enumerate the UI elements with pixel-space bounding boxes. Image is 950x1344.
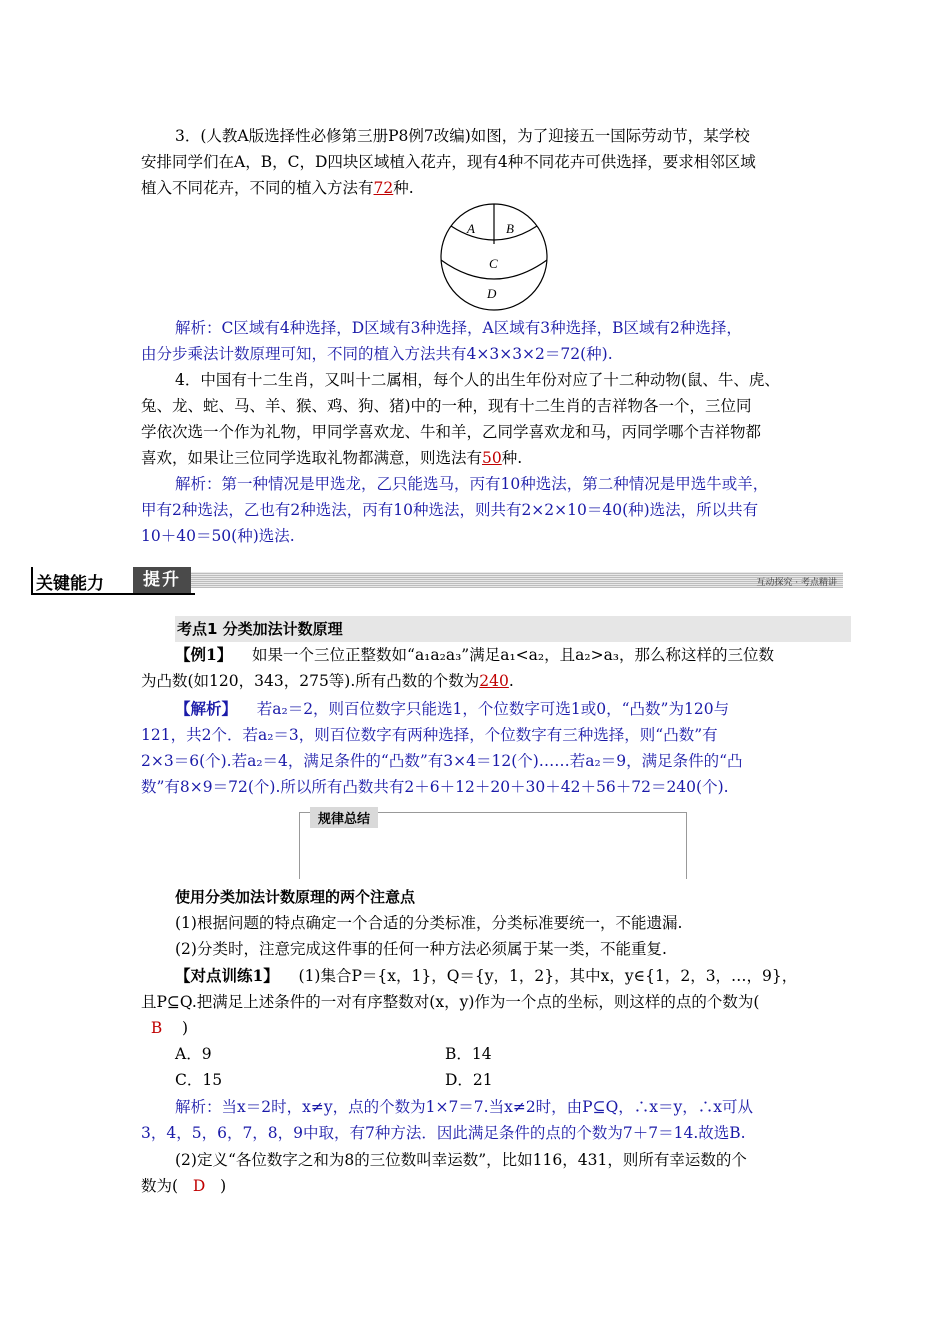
- q4-line-4: 喜欢，如果让三位同学选取礼物都满意，则选法有50种.: [141, 449, 523, 467]
- banner-tag: 提升: [133, 567, 191, 593]
- q4-solution-1: 解析：第一种情况是甲选龙，乙只能选马，丙有10种选法，第二种情况是甲选牛或羊，: [175, 475, 769, 493]
- training-q1-answer: B: [150, 1019, 163, 1037]
- option-c: C．15: [175, 1071, 223, 1089]
- region-label-c: C: [489, 256, 498, 271]
- q4-answer: 50: [482, 449, 502, 467]
- training-q1-line-1: 【对点训练1】 (1)集合P＝{x，1}，Q＝{y，1，2}，其中x，y∈{1，2，3，…，9}，: [175, 966, 798, 985]
- training-q1-line-3: B ): [150, 1019, 189, 1037]
- option-d: D．21: [445, 1071, 493, 1089]
- kp1-title: 考点1 分类加法计数原理: [175, 616, 851, 642]
- training-q2-line-2: 数为( D ): [141, 1177, 227, 1195]
- training-q1-solution-2: 3，4，5，6，7，8，9中取，有7种方法．因此满足条件的点的个数为7＋7＝14.故选B.: [141, 1124, 746, 1142]
- q4-line-3: 学依次选一个作为礼物，甲同学喜欢龙、牛和羊，乙同学喜欢龙和马，丙同学哪个吉祥物都: [141, 423, 762, 441]
- summary-box: [299, 812, 687, 879]
- summary-label: 规律总结: [310, 807, 378, 828]
- q3-line-3: 植入不同花卉，不同的植入方法有72种.: [141, 179, 414, 197]
- q3-solution-1: 解析：C区域有4种选择，D区域有3种选择，A区域有3种选择，B区域有2种选择，: [175, 319, 742, 337]
- example-1-line-1: 【例1】 如果一个三位正整数如“a₁a₂a₃”满足a₁<a₂，且a₂>a₃，那么称这样的三位数: [175, 645, 775, 664]
- region-label-a: A: [467, 221, 475, 236]
- option-b: B．14: [445, 1045, 492, 1063]
- q3-answer: 72: [373, 179, 394, 197]
- q3-line-2: 安排同学们在A，B，C，D四块区域植入花卉，现有4种不同花卉可供选择，要求相邻区域: [141, 153, 756, 171]
- summary-heading: 使用分类加法计数原理的两个注意点: [175, 888, 416, 906]
- q3-solution-2: 由分步乘法计数原理可知，不同的植入方法共有4×3×3×2＝72(种).: [141, 345, 613, 363]
- example-1-solution-3: 2×3＝6(个).若a₂＝4，满足条件的“凸数”有3×4＝12(个)……若a₂＝9，满足条件的“凸: [141, 752, 743, 770]
- q4-solution-2: 甲有2种选法，乙也有2种选法，丙有10种选法，则共有2×2×10＝40(种)选法，所以共有: [141, 501, 759, 519]
- region-diagram: [437, 202, 551, 312]
- training-q1-solution-1: 解析：当x＝2时，x≠y，点的个数为1×7＝7.当x≠2时，由P⊆Q，∴x＝y，∴x可从: [175, 1098, 754, 1116]
- example-1-solution-4: 数”有8×9＝72(个).所以所有凸数共有2＋6＋12＋20＋30＋42＋56＋72＝240(个).: [141, 778, 729, 796]
- summary-item-1: (1)根据问题的特点确定一个合适的分类标准，分类标准要统一，不能遗漏.: [175, 914, 683, 932]
- region-label-b: B: [506, 221, 514, 236]
- q4-line-2: 兔、龙、蛇、马、羊、猴、鸡、狗、猪)中的一种，现有十二生肖的吉祥物各一个，三位同: [141, 397, 752, 415]
- banner-title: 关键能力: [36, 574, 104, 594]
- example-1-solution-1: 【解析】 若a₂＝2，则百位数字只能选1，个位数字可选1或0，“凸数”为120与: [175, 699, 730, 718]
- example-1-solution-2: 121，共2个．若a₂＝3，则百位数字有两种选择，个位数字有三种选择，则“凸数”有: [141, 726, 718, 744]
- option-a: A．9: [175, 1045, 212, 1063]
- section-banner: [31, 567, 843, 595]
- example-1-line-2: 为凸数(如120，343，275等).所有凸数的个数为240.: [141, 672, 514, 690]
- q4-line-1: 4．中国有十二生肖，又叫十二属相，每个人的出生年份对应了十二种动物(鼠、牛、虎、: [175, 371, 780, 389]
- training-q2-line-1: (2)定义“各位数字之和为8的三位数叫幸运数”，比如116，431，则所有幸运数的个: [175, 1151, 747, 1169]
- banner-bar: [191, 572, 843, 588]
- banner-right-text: 互动探究 · 考点精讲: [756, 578, 837, 588]
- example-1-answer: 240: [479, 672, 509, 690]
- q4-solution-3: 10＋40＝50(种)选法.: [141, 527, 295, 545]
- training-q2-answer: D: [192, 1177, 206, 1195]
- q3-line-1: 3．(人教A版选择性必修第三册P8例7改编)如图，为了迎接五一国际劳动节，某学校: [175, 127, 750, 145]
- summary-item-2: (2)分类时，注意完成这件事的任何一种方法必须属于某一类，不能重复.: [175, 940, 667, 958]
- region-label-d: D: [487, 286, 497, 301]
- training-q1-line-2: 且P⊆Q.把满足上述条件的一对有序整数对(x，y)作为一个点的坐标，则这样的点的个数为(: [141, 993, 760, 1011]
